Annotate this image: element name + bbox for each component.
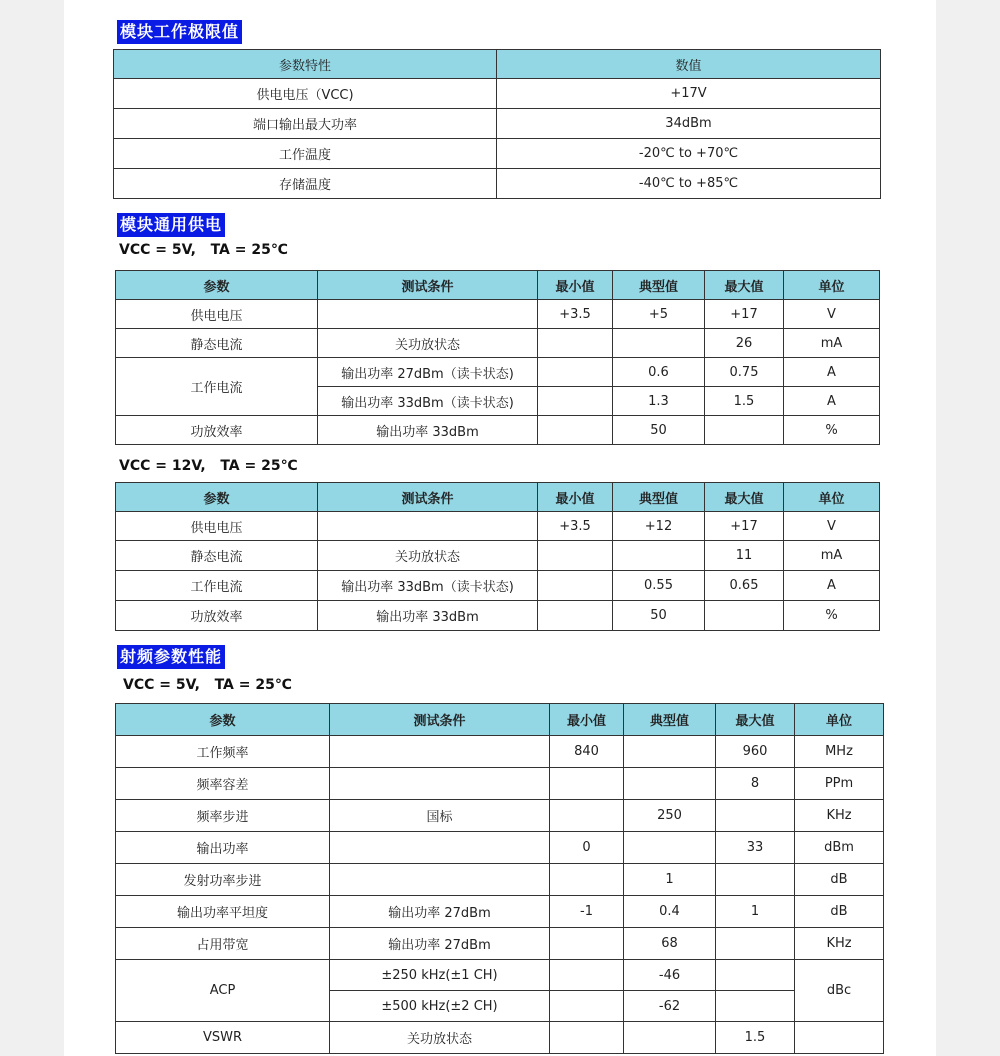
min-cell bbox=[550, 800, 624, 832]
typ-cell: 250 bbox=[624, 800, 716, 832]
condition-cell bbox=[330, 768, 550, 800]
param-cell: 供电电压 bbox=[116, 300, 318, 329]
param-cell: 供电电压 bbox=[116, 512, 318, 541]
max-cell bbox=[716, 800, 795, 832]
unit-cell: dBm bbox=[795, 832, 884, 864]
condition-cell: 输出功率 33dBm bbox=[318, 416, 538, 445]
param-cell: 频率容差 bbox=[116, 768, 330, 800]
min-cell bbox=[538, 416, 613, 445]
unit-cell: dB bbox=[795, 864, 884, 896]
param-cell: 频率步进 bbox=[116, 800, 330, 832]
max-cell: 0.75 bbox=[705, 358, 784, 387]
typ-cell bbox=[624, 832, 716, 864]
section-title-rf: 射频参数性能 bbox=[117, 645, 225, 669]
max-cell: +17 bbox=[705, 512, 784, 541]
condition-label-5v: VCC = 5V, TA = 25℃ bbox=[119, 242, 288, 258]
max-cell: 33 bbox=[716, 832, 795, 864]
header-cell: 参数 bbox=[116, 271, 318, 300]
param-cell: 静态电流 bbox=[116, 329, 318, 358]
condition-cell: 输出功率 33dBm（读卡状态) bbox=[318, 571, 538, 601]
min-cell bbox=[538, 329, 613, 358]
param-cell: 发射功率步进 bbox=[116, 864, 330, 896]
condition-cell: 输出功率 33dBm（读卡状态) bbox=[318, 387, 538, 416]
condition-cell bbox=[318, 512, 538, 541]
condition-label-12v: VCC = 12V, TA = 25℃ bbox=[119, 458, 298, 474]
header-cell: 测试条件 bbox=[330, 704, 550, 736]
unit-cell: KHz bbox=[795, 800, 884, 832]
typ-cell: 50 bbox=[613, 601, 705, 631]
param-cell: 输出功率 bbox=[116, 832, 330, 864]
unit-cell: % bbox=[784, 601, 880, 631]
condition-cell: 国标 bbox=[330, 800, 550, 832]
value-cell: +17V bbox=[497, 79, 881, 109]
table-row bbox=[114, 139, 881, 169]
typ-cell: 50 bbox=[613, 416, 705, 445]
typ-cell: -62 bbox=[624, 991, 716, 1022]
section-title-power: 模块通用供电 bbox=[117, 213, 225, 237]
condition-cell bbox=[330, 736, 550, 768]
condition-cell: 输出功率 27dBm bbox=[330, 928, 550, 960]
value-cell: 34dBm bbox=[497, 109, 881, 139]
table-row bbox=[114, 169, 881, 199]
header-cell: 最小值 bbox=[538, 483, 613, 512]
table-row bbox=[116, 601, 880, 631]
param-cell: 静态电流 bbox=[116, 541, 318, 571]
typ-cell: 0.4 bbox=[624, 896, 716, 928]
value-cell: -20℃ to +70℃ bbox=[497, 139, 881, 169]
table-row bbox=[116, 512, 880, 541]
typ-cell: 0.6 bbox=[613, 358, 705, 387]
param-cell: 工作频率 bbox=[116, 736, 330, 768]
header-cell: 单位 bbox=[784, 483, 880, 512]
param-cell: 工作温度 bbox=[114, 139, 497, 169]
min-cell bbox=[538, 601, 613, 631]
max-cell: 960 bbox=[716, 736, 795, 768]
table-row bbox=[116, 329, 880, 358]
param-cell: 工作电流 bbox=[116, 571, 318, 601]
unit-cell: mA bbox=[784, 329, 880, 358]
param-cell: 功放效率 bbox=[116, 601, 318, 631]
param-cell: 输出功率平坦度 bbox=[116, 896, 330, 928]
unit-cell: MHz bbox=[795, 736, 884, 768]
condition-cell: 输出功率 27dBm（读卡状态) bbox=[318, 358, 538, 387]
table-row bbox=[116, 1022, 884, 1054]
condition-cell: 输出功率 27dBm bbox=[330, 896, 550, 928]
max-cell: 1.5 bbox=[705, 387, 784, 416]
table-row bbox=[116, 300, 880, 329]
table-row bbox=[116, 571, 880, 601]
min-cell bbox=[538, 387, 613, 416]
table-header-row bbox=[114, 50, 881, 79]
unit-cell: mA bbox=[784, 541, 880, 571]
table-row bbox=[116, 960, 884, 991]
condition-cell: 输出功率 33dBm bbox=[318, 601, 538, 631]
table-header-row bbox=[116, 704, 884, 736]
min-cell bbox=[550, 768, 624, 800]
unit-cell: V bbox=[784, 512, 880, 541]
max-cell: 11 bbox=[705, 541, 784, 571]
unit-cell: % bbox=[784, 416, 880, 445]
table-header-row bbox=[116, 483, 880, 512]
section-title-limits: 模块工作极限值 bbox=[117, 20, 242, 44]
table-row bbox=[116, 896, 884, 928]
typ-cell: 0.55 bbox=[613, 571, 705, 601]
power-table-12v bbox=[115, 482, 880, 631]
min-cell: 0 bbox=[550, 832, 624, 864]
table-row bbox=[116, 736, 884, 768]
param-cell: 功放效率 bbox=[116, 416, 318, 445]
table-row bbox=[114, 109, 881, 139]
max-cell: 0.65 bbox=[705, 571, 784, 601]
param-cell: 供电电压（VCC) bbox=[114, 79, 497, 109]
table-row bbox=[116, 416, 880, 445]
typ-cell bbox=[613, 329, 705, 358]
min-cell bbox=[538, 541, 613, 571]
unit-cell: KHz bbox=[795, 928, 884, 960]
condition-cell bbox=[330, 864, 550, 896]
max-cell bbox=[716, 960, 795, 991]
header-cell: 最大值 bbox=[705, 483, 784, 512]
limits-table bbox=[113, 49, 881, 199]
param-cell: 存储温度 bbox=[114, 169, 497, 199]
typ-cell: -46 bbox=[624, 960, 716, 991]
condition-cell: 关功放状态 bbox=[318, 541, 538, 571]
header-cell: 单位 bbox=[784, 271, 880, 300]
typ-cell: 1.3 bbox=[613, 387, 705, 416]
min-cell: +3.5 bbox=[538, 300, 613, 329]
max-cell: 8 bbox=[716, 768, 795, 800]
table-row bbox=[116, 358, 880, 387]
header-cell: 测试条件 bbox=[318, 271, 538, 300]
min-cell: -1 bbox=[550, 896, 624, 928]
header-cell: 最大值 bbox=[716, 704, 795, 736]
min-cell bbox=[550, 960, 624, 991]
condition-cell: ±250 kHz(±1 CH) bbox=[330, 960, 550, 991]
min-cell bbox=[550, 928, 624, 960]
min-cell bbox=[538, 571, 613, 601]
max-cell: 1 bbox=[716, 896, 795, 928]
typ-cell bbox=[613, 541, 705, 571]
unit-cell: dBc bbox=[795, 960, 884, 1022]
header-cell: 数值 bbox=[497, 50, 881, 79]
typ-cell bbox=[624, 768, 716, 800]
typ-cell: 68 bbox=[624, 928, 716, 960]
unit-cell: A bbox=[784, 571, 880, 601]
typ-cell bbox=[624, 736, 716, 768]
header-cell: 单位 bbox=[795, 704, 884, 736]
header-cell: 参数 bbox=[116, 483, 318, 512]
typ-cell: +12 bbox=[613, 512, 705, 541]
param-cell: ACP bbox=[116, 960, 330, 1022]
header-cell: 测试条件 bbox=[318, 483, 538, 512]
header-cell: 最大值 bbox=[705, 271, 784, 300]
table-header-row bbox=[116, 271, 880, 300]
header-cell: 最小值 bbox=[538, 271, 613, 300]
table-row bbox=[116, 768, 884, 800]
min-cell bbox=[538, 358, 613, 387]
condition-cell: 关功放状态 bbox=[330, 1022, 550, 1054]
header-cell: 典型值 bbox=[613, 483, 705, 512]
condition-cell bbox=[330, 832, 550, 864]
typ-cell: +5 bbox=[613, 300, 705, 329]
unit-cell: PPm bbox=[795, 768, 884, 800]
table-row bbox=[116, 800, 884, 832]
typ-cell bbox=[624, 1022, 716, 1054]
max-cell bbox=[716, 864, 795, 896]
header-cell: 参数 bbox=[116, 704, 330, 736]
header-cell: 参数特性 bbox=[114, 50, 497, 79]
unit-cell: A bbox=[784, 358, 880, 387]
condition-cell: ±500 kHz(±2 CH) bbox=[330, 991, 550, 1022]
header-cell: 最小值 bbox=[550, 704, 624, 736]
rf-table bbox=[115, 703, 884, 1054]
unit-cell: V bbox=[784, 300, 880, 329]
min-cell bbox=[550, 991, 624, 1022]
unit-cell: A bbox=[784, 387, 880, 416]
typ-cell: 1 bbox=[624, 864, 716, 896]
value-cell: -40℃ to +85℃ bbox=[497, 169, 881, 199]
unit-cell: dB bbox=[795, 896, 884, 928]
min-cell: 840 bbox=[550, 736, 624, 768]
max-cell: 26 bbox=[705, 329, 784, 358]
table-row bbox=[114, 79, 881, 109]
condition-label-rf: VCC = 5V, TA = 25℃ bbox=[123, 677, 292, 693]
table-row bbox=[116, 832, 884, 864]
table-row bbox=[116, 928, 884, 960]
min-cell bbox=[550, 864, 624, 896]
max-cell bbox=[716, 991, 795, 1022]
power-table-5v bbox=[115, 270, 880, 445]
min-cell bbox=[550, 1022, 624, 1054]
param-cell: 占用带宽 bbox=[116, 928, 330, 960]
condition-cell bbox=[318, 300, 538, 329]
min-cell: +3.5 bbox=[538, 512, 613, 541]
max-cell: +17 bbox=[705, 300, 784, 329]
header-cell: 典型值 bbox=[624, 704, 716, 736]
max-cell bbox=[705, 416, 784, 445]
table-row bbox=[116, 864, 884, 896]
unit-cell bbox=[795, 1022, 884, 1054]
max-cell: 1.5 bbox=[716, 1022, 795, 1054]
max-cell bbox=[716, 928, 795, 960]
param-cell: 端口输出最大功率 bbox=[114, 109, 497, 139]
table-row bbox=[116, 541, 880, 571]
param-cell: VSWR bbox=[116, 1022, 330, 1054]
max-cell bbox=[705, 601, 784, 631]
condition-cell: 关功放状态 bbox=[318, 329, 538, 358]
param-cell: 工作电流 bbox=[116, 358, 318, 416]
header-cell: 典型值 bbox=[613, 271, 705, 300]
